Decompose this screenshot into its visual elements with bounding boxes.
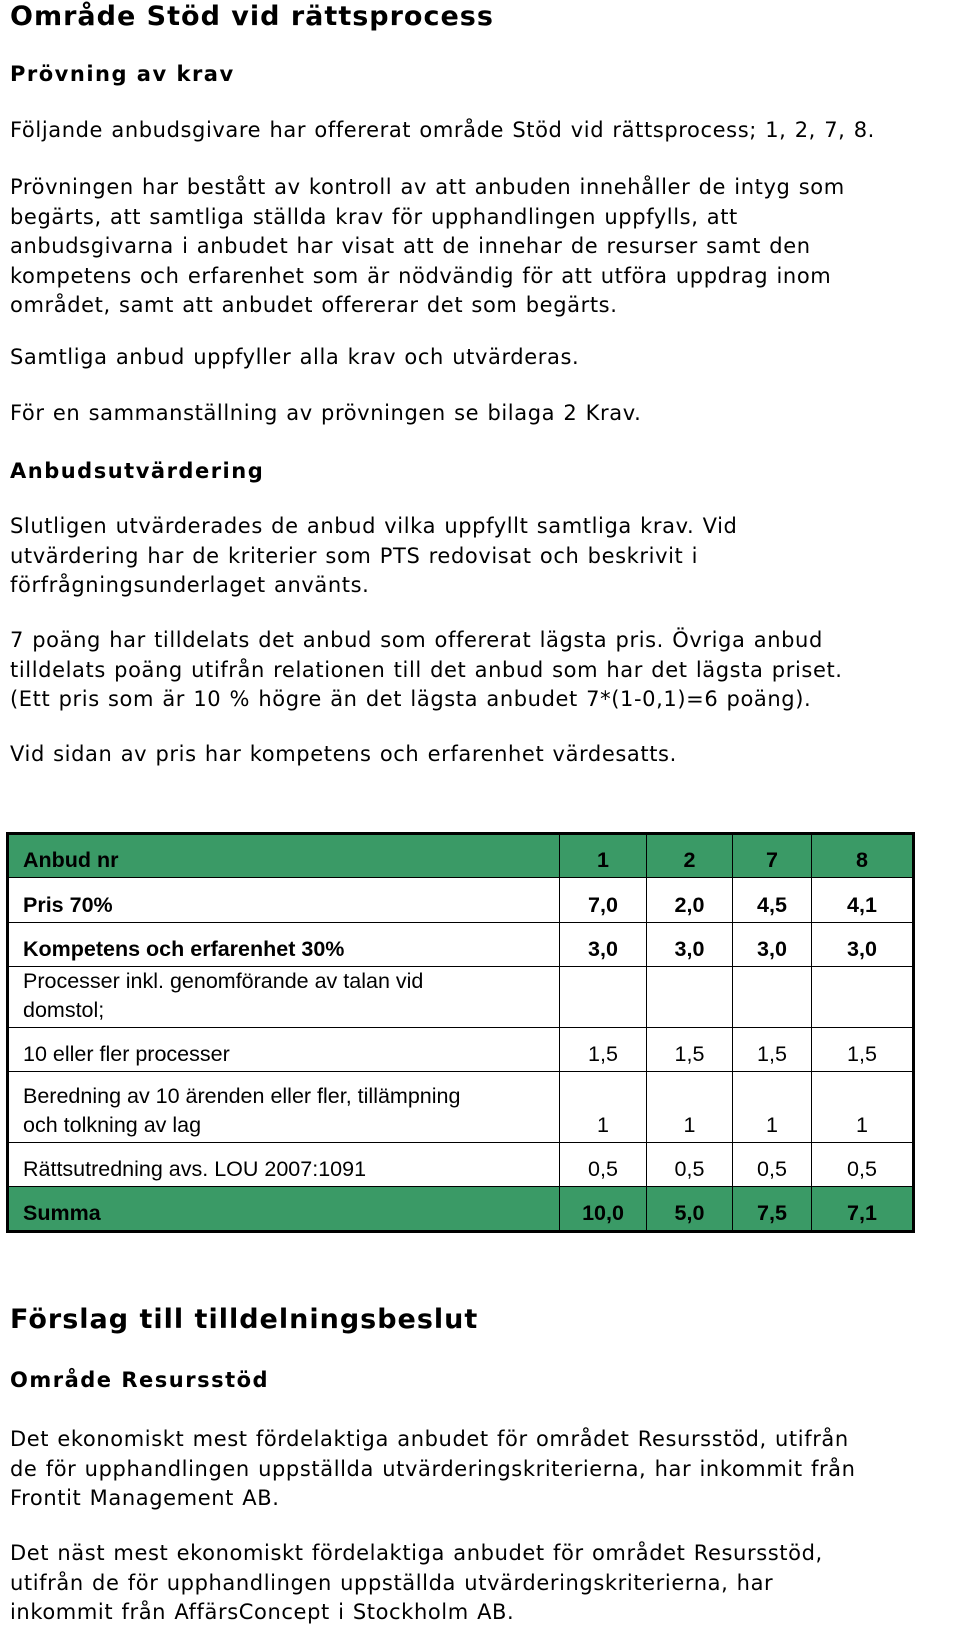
table-row — [8, 1028, 914, 1072]
table-cell: 1,5 — [812, 1028, 914, 1072]
table-cell: 4,5 — [733, 878, 812, 923]
table-row — [8, 878, 914, 923]
row-label-line: och tolkning av lag — [23, 1113, 202, 1137]
proposal-area-heading: Område Resursstöd — [10, 1368, 270, 1392]
text-line: anbudsgivarna i anbudet har visat att de innehar de resurser samt den — [10, 234, 811, 258]
table-cell — [647, 967, 733, 1028]
text-line: Frontit Management AB. — [10, 1486, 280, 1510]
row-label — [8, 1072, 560, 1143]
row-label: Rättsutredning avs. LOU 2007:1091 — [8, 1143, 560, 1187]
paragraph-all-fulfil: Samtliga anbud uppfyller alla krav och utvärderas. — [10, 345, 580, 369]
table-row — [8, 923, 914, 967]
paragraph-bidders: Följande anbudsgivare har offererat område Stöd vid rättsprocess; 1, 2, 7, 8. — [10, 118, 875, 142]
summa-label: Summa — [8, 1187, 560, 1232]
table-cell: 1,5 — [647, 1028, 733, 1072]
table-header-cell: 1 — [560, 834, 647, 878]
table-cell: 1,5 — [560, 1028, 647, 1072]
text-line: begärts, att samtliga ställda krav för upphandlingen uppfylls, att — [10, 204, 738, 229]
table-cell: 0,5 — [560, 1143, 647, 1187]
table-cell — [812, 967, 914, 1028]
table-cell: 0,5 — [812, 1143, 914, 1187]
paragraph-summary-ref: För en sammanställning av prövningen se bilaga 2 Krav. — [10, 401, 642, 425]
row-label: Kompetens och erfarenhet 30% — [8, 923, 560, 967]
text-line: Det näst mest ekonomiskt fördelaktiga anbudet för området Resursstöd, — [10, 1541, 823, 1565]
text-line: inkommit från AffärsConcept i Stockholm AB. — [10, 1600, 515, 1624]
row-label-line: Processer inkl. genomförande av talan vid — [23, 969, 424, 993]
table-cell: 1 — [560, 1072, 647, 1143]
summa-cell: 10,0 — [560, 1187, 647, 1232]
text-line: Prövningen har bestått av kontroll av att anbuden innehåller de intyg som — [10, 175, 845, 199]
table-header-cell: 2 — [647, 834, 733, 878]
row-label: Pris 70% — [8, 878, 560, 923]
paragraph-competence: Vid sidan av pris har kompetens och erfarenhet värdesatts. — [10, 742, 677, 766]
table-cell — [560, 967, 647, 1028]
paragraph-points — [10, 626, 950, 715]
table-cell: 1 — [812, 1072, 914, 1143]
table-cell: 1 — [647, 1072, 733, 1143]
table-cell: 4,1 — [812, 878, 914, 923]
summa-cell: 7,1 — [812, 1187, 914, 1232]
table-row — [8, 1143, 914, 1187]
table-row — [8, 967, 914, 1028]
proposal-title: Förslag till tilldelningsbeslut — [10, 1304, 479, 1335]
provning-heading: Prövning av krav — [10, 62, 235, 86]
table-cell: 2,0 — [647, 878, 733, 923]
text-line: (Ett pris som är 10 % högre än det lägsta anbudet 7*(1-0,1)=6 poäng). — [10, 687, 812, 711]
table-cell: 0,5 — [733, 1143, 812, 1187]
row-label-line: Beredning av 10 ärenden eller fler, tillämpning — [23, 1084, 461, 1108]
text-line: utvärdering har de kriterier som PTS redovisat och beskrivit i — [10, 543, 699, 568]
paragraph-examination — [10, 173, 950, 321]
text-line: Slutligen utvärderades de anbud vilka uppfyllt samtliga krav. Vid — [10, 514, 738, 538]
text-line: Det ekonomiskt mest fördelaktiga anbudet för området Resursstöd, utifrån — [10, 1427, 849, 1451]
text-line: förfrågningsunderlaget använts. — [10, 573, 370, 597]
text-line: området, samt att anbudet offererar det som begärts. — [10, 293, 618, 317]
table-cell: 3,0 — [560, 923, 647, 967]
table-summa-row — [8, 1187, 914, 1232]
text-line: 7 poäng har tilldelats det anbud som offererat lägsta pris. Övriga anbud — [10, 628, 823, 652]
table-cell: 3,0 — [812, 923, 914, 967]
table-cell: 0,5 — [647, 1143, 733, 1187]
row-label-line: domstol; — [23, 998, 105, 1022]
row-label — [8, 967, 560, 1028]
table-header-row — [8, 834, 914, 878]
table-cell: 1,5 — [733, 1028, 812, 1072]
paragraph-runner-up — [10, 1539, 950, 1628]
table-cell: 3,0 — [647, 923, 733, 967]
table-cell: 7,0 — [560, 878, 647, 923]
text-line: tilldelats poäng utifrån relationen till det anbud som har det lägsta priset. — [10, 657, 843, 682]
text-line: de för upphandlingen uppställda utvärderingskriterierna, har inkommit från — [10, 1456, 856, 1481]
evaluation-table — [6, 832, 915, 1233]
table-header-cell: 8 — [812, 834, 914, 878]
table-cell — [733, 967, 812, 1028]
text-line: kompetens och erfarenhet som är nödvändig för att utföra uppdrag inom — [10, 263, 832, 288]
text-line: utifrån de för upphandlingen uppställda utvärderingskriterierna, har — [10, 1570, 774, 1595]
table-cell: 1 — [733, 1072, 812, 1143]
anbudsutvardering-heading: Anbudsutvärdering — [10, 459, 265, 483]
table-header-label: Anbud nr — [8, 834, 560, 878]
table-header-cell: 7 — [733, 834, 812, 878]
paragraph-evaluation — [10, 512, 950, 601]
section-title: Område Stöd vid rättsprocess — [10, 1, 494, 32]
row-label: 10 eller fler processer — [8, 1028, 560, 1072]
table-cell: 3,0 — [733, 923, 812, 967]
paragraph-winner — [10, 1425, 950, 1514]
summa-cell: 7,5 — [733, 1187, 812, 1232]
summa-cell: 5,0 — [647, 1187, 733, 1232]
table-row — [8, 1072, 914, 1143]
